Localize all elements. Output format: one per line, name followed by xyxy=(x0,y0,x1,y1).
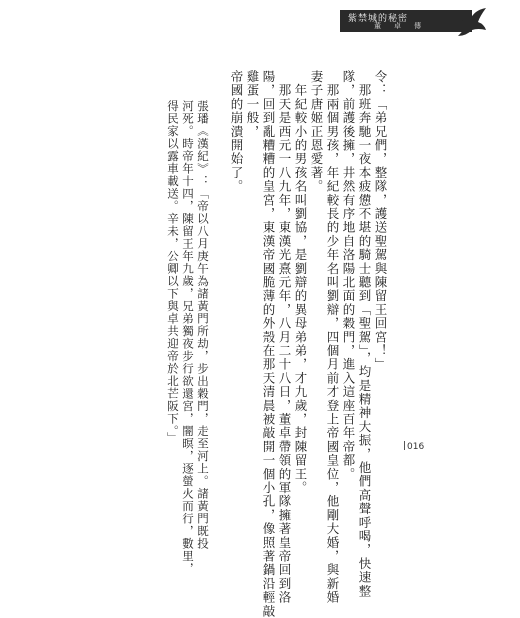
page-number-divider xyxy=(404,441,405,450)
quote-column-1: 張璠《漢紀》：「帝以八月庚午為諸黃門所劫，步出穀門，走至河上。諸黃門既投 xyxy=(196,100,210,550)
body-column-2: 那班奔馳一夜本疲憊不堪的騎士聽到「聖駕」，均是精神大振，他們高聲呼喝，快速整 xyxy=(357,70,372,599)
book-series-title: 紫禁城的秘密 xyxy=(348,14,409,24)
body-column-3: 隊，前護後擁，井然有序地自洛陽北面的穀門，進入這座百年帝都。 xyxy=(341,70,356,481)
quote-column-3: 得民家以露車載送。辛未，公卿以下與卓共迎帝於北芒阪下。」 xyxy=(166,100,180,445)
running-header xyxy=(340,10,472,32)
body-column-4: 那兩個男孩，年紀較長的少年名叫劉辯，四個月前才登上帝國皇位，他剛大婚，與新婚 xyxy=(325,70,340,605)
bird-emblem-icon xyxy=(452,6,488,42)
chapter-title: 董 卓 傳 xyxy=(374,22,424,30)
body-column-8: 陽，回到亂糟糟的皇宮，東漢帝國脆薄的外殼在那天清晨被敲開一個小孔，像照著鍋沿輕敲 xyxy=(261,70,276,618)
body-column-10: 帝國的崩潰開始了。 xyxy=(229,70,244,194)
page-number xyxy=(404,441,424,452)
body-column-6: 年紀較小的男孩名叫劉協，是劉辯的異母弟弟，才九歲，封陳留王。 xyxy=(293,70,308,495)
body-column-1: 令：「弟兄們，整隊，護送聖駕與陳留王回宮！」 xyxy=(373,70,388,372)
body-column-5: 妻子唐姬正恩愛著。 xyxy=(309,70,324,194)
body-column-9: 雞蛋一般， xyxy=(245,70,260,139)
page-number-text: 016 xyxy=(407,442,425,452)
body-column-7: 那天是西元一八九年，東漢光熹元年，八月二十八日，董卓帶領的軍隊擁著皇帝回到洛 xyxy=(277,70,292,605)
quote-column-2: 河死。時帝年十四，陳留王年九歲，兄弟獨夜步行欲還宮，闇暝，逐螢火而行，數里， xyxy=(181,100,195,575)
